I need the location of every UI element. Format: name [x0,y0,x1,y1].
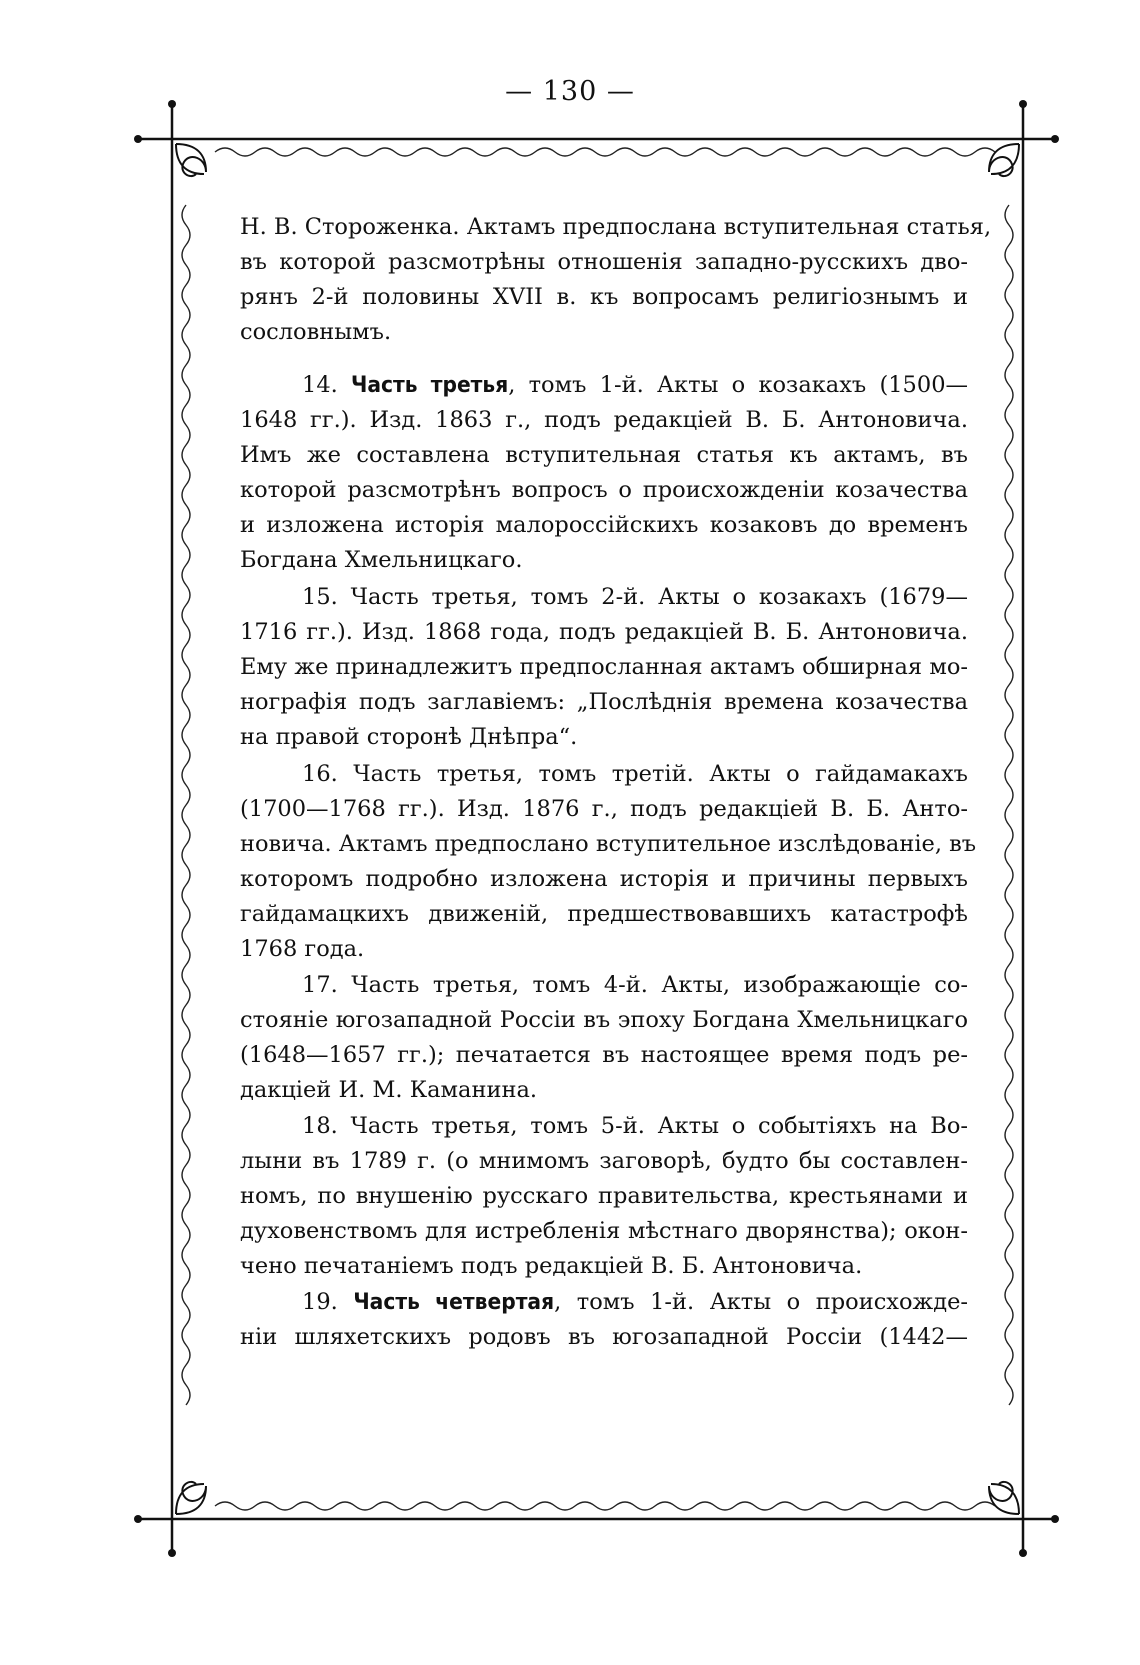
bold-title: Часть третья [351,372,509,398]
text-line: духовенствомъ для истребленія мѣстнаго дворянства); окон- [240,1218,968,1244]
text-line: Богдана Хмельницкаго. [240,547,523,573]
text-line: номъ, по внушенію русскаго правительства, крестьянами и [240,1183,968,1209]
text-line: 1648 гг.). Изд. 1863 г., подъ редакціей В. Б. Антоновича. [240,407,968,433]
text-line: новича. Актамъ предпослано вступительное изслѣдованіе, въ [240,831,977,857]
page-number: — 130 — [505,76,635,107]
text-line: дакціей И. М. Каманина. [240,1077,538,1103]
item-number: 19. [302,1289,338,1315]
text-line: чено печатаніемъ подъ редакціей В. Б. Антоновича. [240,1253,863,1279]
text-body [240,210,992,1448]
text-line: нографія подъ заглавіемъ: „Послѣднія времена козачества [240,689,968,715]
text-line: стояніе югозападной Россіи въ эпоху Богдана Хмельницкаго [240,1007,968,1033]
text-line: 17. Часть третья, томъ 4-й. Акты, изображающіе со- [302,972,968,998]
line-rest: , томъ 1-й. Акты о происхожде- [554,1289,968,1315]
text-line: гайдамацкихъ движеній, предшествовавшихъ катастрофѣ [240,901,968,927]
text-line: 18. Часть третья, томъ 5-й. Акты о событіяхъ на Во- [302,1113,968,1139]
bold-title: Часть четвертая [353,1289,555,1315]
text-line [302,1285,968,1319]
text-line: (1648—1657 гг.); печатается въ настоящее время подъ ре- [240,1042,968,1068]
text-line: въ которой разсмотрѣны отношенія западно-русскихъ дво- [240,249,968,275]
item-number: 14. [302,372,338,398]
text-line: которой разсмотрѣнъ вопросъ о происхожденіи козачества [240,477,968,503]
line-rest: , томъ 1-й. Акты о козакахъ (1500— [508,372,969,398]
text-line: Имъ же составлена вступительная статья къ актамъ, въ [240,442,968,468]
text-line: которомъ подробно изложена исторія и причины первыхъ [240,866,968,892]
text-line: сословнымъ. [240,319,392,345]
text-line: 16. Часть третья, томъ третій. Акты о гайдамакахъ [302,761,968,787]
text-line: 1768 года. [240,936,365,962]
text-line: рянъ 2-й половины XVII в. къ вопросамъ религіознымъ и [240,284,968,310]
text-line: ніи шляхетскихъ родовъ въ югозападной Россіи (1442— [240,1324,968,1350]
text-line [302,368,968,402]
text-line: (1700—1768 гг.). Изд. 1876 г., подъ редакціей В. Б. Анто- [240,796,968,822]
text-line: Ему же принадлежитъ предпосланная актамъ обширная мо- [240,654,968,680]
text-line: лыни въ 1789 г. (о мнимомъ заговорѣ, будто бы составлен- [240,1148,968,1174]
text-line: Н. В. Стороженка. Актамъ предпослана вступительная статья, [240,214,992,240]
text-line: и изложена исторія малороссійскихъ козаковъ до временъ [240,512,968,538]
text-line: 1716 гг.). Изд. 1868 года, подъ редакціей В. Б. Антоновича. [240,619,968,645]
text-line: 15. Часть третья, томъ 2-й. Акты о козакахъ (1679— [302,584,968,610]
text-line: на правой сторонѣ Днѣпра“. [240,724,578,750]
